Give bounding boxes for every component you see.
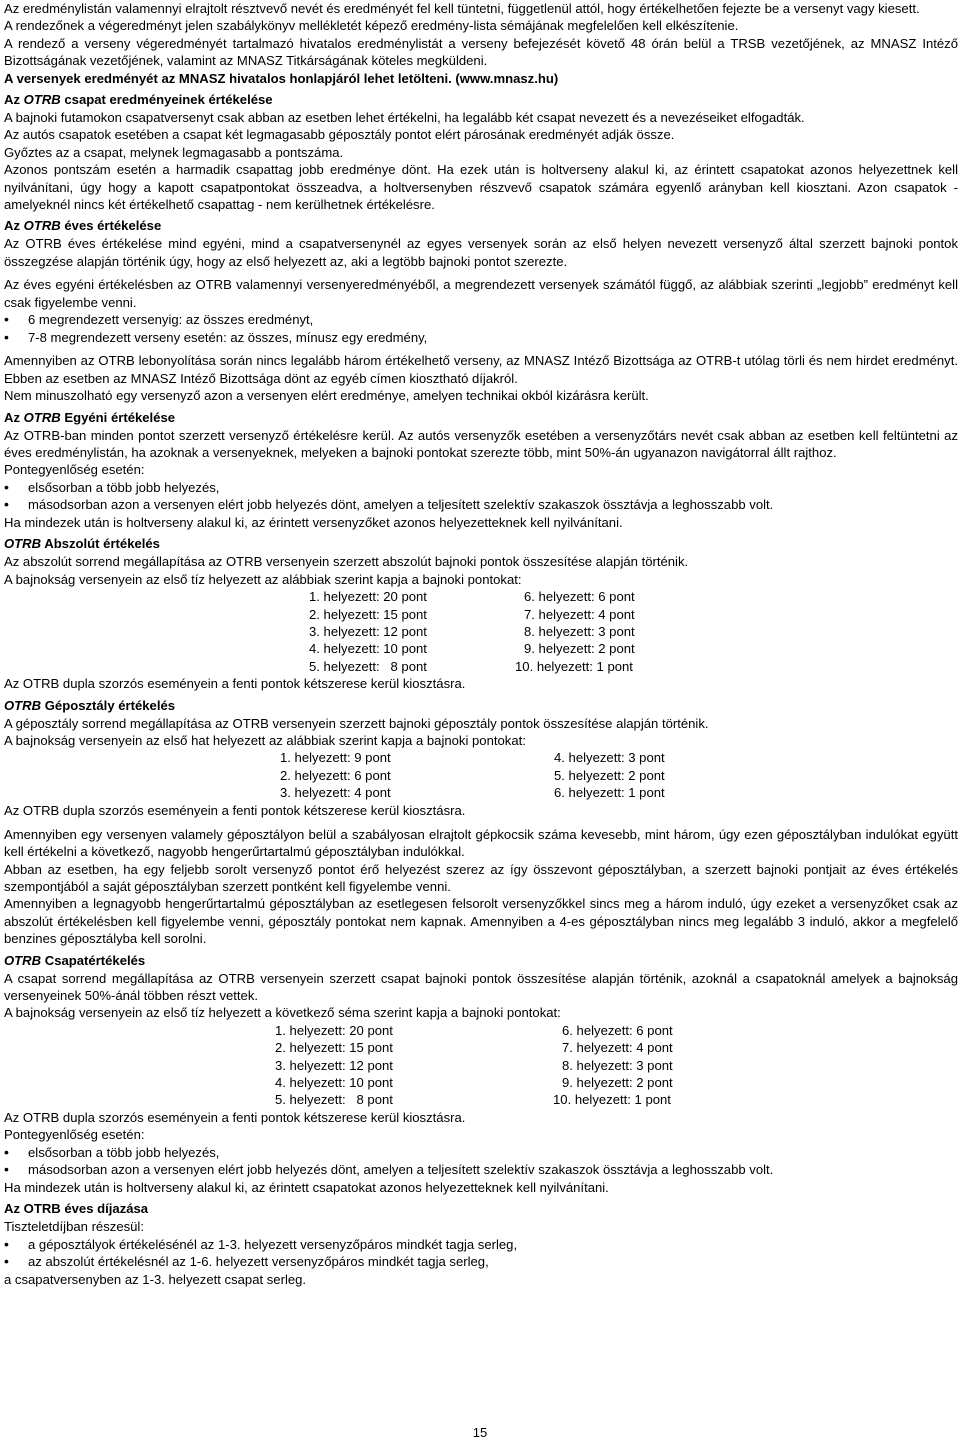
list-item: • az abszolút értékelésnél az 1-6. helyezett versenyzőpáros mindkét tagja serleg,: [4, 1253, 958, 1271]
heading-italic: OTRB: [4, 697, 42, 713]
points-row: 8. helyezett: 3 pont: [562, 1057, 673, 1073]
class-points-table: [4, 749, 958, 802]
intro-paragraph-2: A rendezőnek a végeredményt jelen szabálykönyv mellékletét képező eredmény-lista sémájának megfelelően kell elkészítenie.: [4, 18, 739, 34]
heading-italic: OTRB: [23, 409, 61, 425]
intro-paragraph-3: A rendező a verseny végeredményét tartalmazó hivatalos eredménylistát a verseny befejezését követő 48 órán belül a TRSB vezetőjének, az MNASZ Intéző Bizottságának vezetőjének, valamint az MNASZ Titkárságának köteles megküldeni.: [4, 35, 958, 69]
absolute-points-table: [4, 588, 958, 675]
annual-heading: [4, 217, 958, 235]
points-row: 6. helyezett: 6 pont: [524, 589, 635, 605]
absolute-paragraph-2: A bajnokság versenyein az első tíz helyezett az alábbiak szerint kapja a bajnoki pontokat:: [4, 571, 522, 587]
team-eval-paragraph-4: Ha mindezek után is holtverseny alakul ki, az érintett csapatokat azonos helyezetteknek kell nyilvánítani.: [4, 1179, 609, 1195]
points-row: 4. helyezett: 3 pont: [554, 750, 665, 766]
download-note: A versenyek eredményét az MNASZ hivatalos honlapjáról lehet letölteni. (www.mnasz.hu): [4, 70, 559, 86]
heading-suffix: csapat eredményeinek értékelése: [60, 92, 273, 108]
heading-italic: OTRB: [4, 536, 42, 552]
absolute-heading: [4, 535, 958, 553]
heading-prefix: Az: [4, 218, 24, 234]
annual-paragraph-1: Az OTRB éves értékelése mind egyéni, mind a csapatversenynél az egyes versenyek során az első helyen nevezett versenyző által szerzett bajnoki pontok összegzése alapján történik úgy, hogy az első helyezett az, aki a legtöbb bajnoki pontot szerezte.: [4, 236, 958, 269]
points-row: 8. helyezett: 3 pont: [524, 623, 635, 639]
heading-suffix: Abszolút értékelés: [41, 536, 160, 552]
points-row: 7. helyezett: 4 pont: [524, 606, 635, 622]
list-item: • másodsorban azon a versenyen elért jobb helyezés dönt, amelyen a teljesített szelektív szakaszok össztávja a leghosszabb volt.: [4, 496, 958, 514]
absolute-paragraph-1: Az abszolút sorrend megállapítása az OTRB versenyein szerzett abszolút bajnoki pontok összesítése alapján történik.: [4, 554, 689, 570]
heading-italic: OTRB: [23, 92, 61, 108]
list-item: • 6 megrendezett versenyig: az összes eredményt,: [4, 311, 958, 329]
awards-bullet-list: [4, 1236, 958, 1271]
points-row: 9. helyezett: 2 pont: [524, 641, 635, 657]
awards-heading: Az OTRB éves díjazása: [4, 1201, 149, 1217]
team-eval-bullet-list: [4, 1144, 958, 1179]
team-results-paragraph-2: Az autós csapatok esetében a csapat két legmagasabb géposztály pontot elért párosának eredményét adják össze.: [4, 127, 675, 143]
points-row: 2. helyezett: 15 pont: [275, 1040, 393, 1056]
heading-italic: OTRB: [4, 952, 42, 968]
heading-prefix: Az: [4, 92, 24, 108]
annual-bullet-list: [4, 311, 958, 346]
annual-paragraph-4: Nem minuszolható egy versenyző azon a versenyen elért eredménye, amelyen technikai okból kizárásra került.: [4, 388, 649, 404]
points-row: 3. helyezett: 12 pont: [275, 1057, 393, 1073]
intro-paragraph-1: Az eredménylistán valamennyi elrajtolt résztvevő nevét és eredményét fel kell tüntetni, függetlenül attól, hogy értékelhetően fejezte be a versenyt vagy kiesett.: [4, 1, 920, 16]
awards-label: Tiszteletdíjban részesül:: [4, 1219, 144, 1235]
points-row: 1. helyezett: 20 pont: [275, 1022, 393, 1038]
points-row: 10. helyezett: 1 pont: [515, 658, 633, 674]
team-eval-paragraph-3: Az OTRB dupla szorzós eseményein a fenti pontok kétszerese kerül kiosztásra.: [4, 1109, 466, 1125]
points-row: 9. helyezett: 2 pont: [562, 1075, 673, 1091]
team-eval-paragraph-1: A csapat sorrend megállapítása az OTRB versenyein szerzett csapat bajnoki pontok összesítése alapján történik, azoknál a csapatoknál amelyek a bajnokság versenyeinek 50%-ánál többen részt vettek.: [4, 970, 958, 1003]
points-row: 6. helyezett: 6 pont: [562, 1022, 673, 1038]
points-row: 3. helyezett: 4 pont: [280, 785, 391, 801]
points-row: 5. helyezett: 8 pont: [309, 658, 427, 674]
points-row: 4. helyezett: 10 pont: [275, 1075, 393, 1091]
points-row: 6. helyezett: 1 pont: [554, 785, 665, 801]
points-column-left: [275, 1022, 393, 1109]
individual-paragraph-2: Ha mindezek után is holtverseny alakul ki, az érintett versenyzőket azonos helyezetteknek kell nyilvánítani.: [4, 514, 623, 530]
individual-bullet-list: [4, 479, 958, 514]
points-row: 5. helyezett: 8 pont: [275, 1092, 393, 1108]
list-item: • a géposztályok értékelésénél az 1-3. helyezett versenyzőpáros mindkét tagja serleg,: [4, 1236, 958, 1254]
points-column-right: [554, 749, 665, 801]
awards-last-line: a csapatversenyben az 1-3. helyezett csapat serleg.: [4, 1271, 307, 1287]
heading-suffix: éves értékelése: [60, 218, 162, 234]
list-item: • elsősorban a több jobb helyezés,: [4, 1144, 958, 1162]
points-row: 7. helyezett: 4 pont: [562, 1040, 673, 1056]
annual-paragraph-2: Az éves egyéni értékelésben az OTRB valamennyi versenyeredményéből, a megrendezett versenyek számától függő, az alábbiak szerinti „legjobb” eredményt kell csak figyelembe venni.: [4, 277, 958, 310]
team-eval-points-table: [4, 1022, 958, 1109]
points-row: 3. helyezett: 12 pont: [309, 623, 427, 639]
points-column-right: [515, 588, 635, 675]
individual-tie-label: Pontegyenlőség esetén:: [4, 462, 145, 478]
heading-suffix: Egyéni értékelése: [60, 409, 176, 425]
list-item: • elsősorban a több jobb helyezés,: [4, 479, 958, 497]
page-number: 15: [472, 1425, 488, 1440]
points-column-left: [280, 749, 391, 801]
heading-suffix: Géposztály értékelés: [41, 697, 176, 713]
points-row: 10. helyezett: 1 pont: [553, 1092, 671, 1108]
team-eval-heading: [4, 952, 958, 970]
class-paragraph-6: Amennyiben a legnagyobb hengerűrtartalmú géposztályban az esetlegesen felsorolt versenyzőkkel sincs meg a három induló, úgy ezeket a versenyzőket csak az abszolút értékelésben kell figyelembe venni, géposztály pontokat nem kapnak. Amennyiben a 4-es géposztályban nincs meg legalább 3 induló, akkor a megfelelő benzines géposztályba kell sorolni.: [4, 896, 958, 947]
heading-suffix: Csapatértékelés: [41, 952, 146, 968]
points-column-right: [553, 1022, 673, 1109]
points-row: 2. helyezett: 15 pont: [309, 606, 427, 622]
class-paragraph-2: A bajnokság versenyein az első hat helyezett az alábbiak szerint kapja a bajnoki pontokat:: [4, 732, 526, 748]
list-item: • 7-8 megrendezett verseny esetén: az összes, mínusz egy eredmény,: [4, 329, 958, 347]
team-results-paragraph-1: A bajnoki futamokon csapatversenyt csak abban az esetben lehet értékelni, ha legalább két csapat nevezett és a nevezéseiket elfogadták.: [4, 110, 805, 126]
points-row: 4. helyezett: 10 pont: [309, 641, 427, 657]
team-eval-tie-label: Pontegyenlőség esetén:: [4, 1127, 145, 1143]
class-paragraph-1: A géposztály sorrend megállapítása az OTRB versenyein szerzett bajnoki géposztály pontok összesítése alapján történik.: [4, 715, 709, 731]
heading-prefix: Az: [4, 409, 24, 425]
class-paragraph-4: Amennyiben egy versenyen valamely géposztályon belül a szabályosan elrajtolt gépkocsik száma kevesebb, mint három, úgy ezen géposztályban indulókat együtt kell értékelni a következő, nagyobb hengerűrtartalmú géposztályban indulókkal.: [4, 826, 958, 860]
class-paragraph-3: Az OTRB dupla szorzós eseményein a fenti pontok kétszerese kerül kiosztásra.: [4, 803, 466, 819]
class-heading: [4, 697, 958, 715]
team-results-paragraph-3: Győztes az a csapat, melynek legmagasabb a pontszáma.: [4, 144, 344, 160]
team-results-heading: [4, 91, 958, 109]
list-item: • másodsorban azon a versenyen elért jobb helyezés dönt, amelyen a teljesített szelektív szakaszok össztávja a leghosszabb volt.: [4, 1161, 958, 1179]
annual-paragraph-3: Amennyiben az OTRB lebonyolítása során nincs legalább három értékelhető verseny, az MNASZ Intéző Bizottsága az OTRB-t utólag törli és nem hirdet eredményt. Ebben az esetben az MNASZ Intéző Bizottsága dönt az egyéb címen kiosztható díjakról.: [4, 353, 958, 386]
absolute-paragraph-3: Az OTRB dupla szorzós eseményein a fenti pontok kétszerese kerül kiosztásra.: [4, 676, 466, 692]
individual-heading: [4, 409, 958, 427]
class-paragraph-5: Abban az esetben, ha egy feljebb sorolt versenyző pontot érő helyezést szerez az így összevont géposztályban, a szerzett bajnoki pontjait az éves értékelés szempontjából a saját géposztályban szerzett pontként kell figyelembe venni.: [4, 861, 958, 894]
document-page: [4, 0, 958, 1288]
points-row: 2. helyezett: 6 pont: [280, 767, 391, 783]
points-column-left: [309, 588, 427, 675]
team-results-paragraph-4: Azonos pontszám esetén a harmadik csapattag jobb eredménye dönt. Ha ezek után is holtverseny alakul ki, az érintett csapatokat azonos helyezettnek kell nyilvánítani, úgy hogy a kapott csapatpontokat összeadva, a holtversenyben részvevő csapatok számára egyenlő arányban kell kiosztani. Azon csapatok - amelyeknél nincs két értékelhető csapattag - nem kerülhetnek értékelésre.: [4, 162, 958, 213]
team-eval-paragraph-2: A bajnokság versenyein az első tíz helyezett a következő séma szerint kapja a bajnoki pontokat:: [4, 1005, 561, 1021]
points-row: 1. helyezett: 9 pont: [280, 750, 391, 766]
points-row: 5. helyezett: 2 pont: [554, 767, 665, 783]
points-row: 1. helyezett: 20 pont: [309, 589, 427, 605]
heading-italic: OTRB: [23, 218, 61, 234]
individual-paragraph-1: Az OTRB-ban minden pontot szerzett versenyző értékelésre kerül. Az autós versenyzők esetében a versenyzőtárs nevét csak abban az esetben kell feltüntetni az éves eredménylistán, ha azoknak a versenyeknek, melyeken a bajnoki pontokat szerezte több, mint 50%-án ugyanazon navigátorral állt rajthoz.: [4, 427, 958, 460]
